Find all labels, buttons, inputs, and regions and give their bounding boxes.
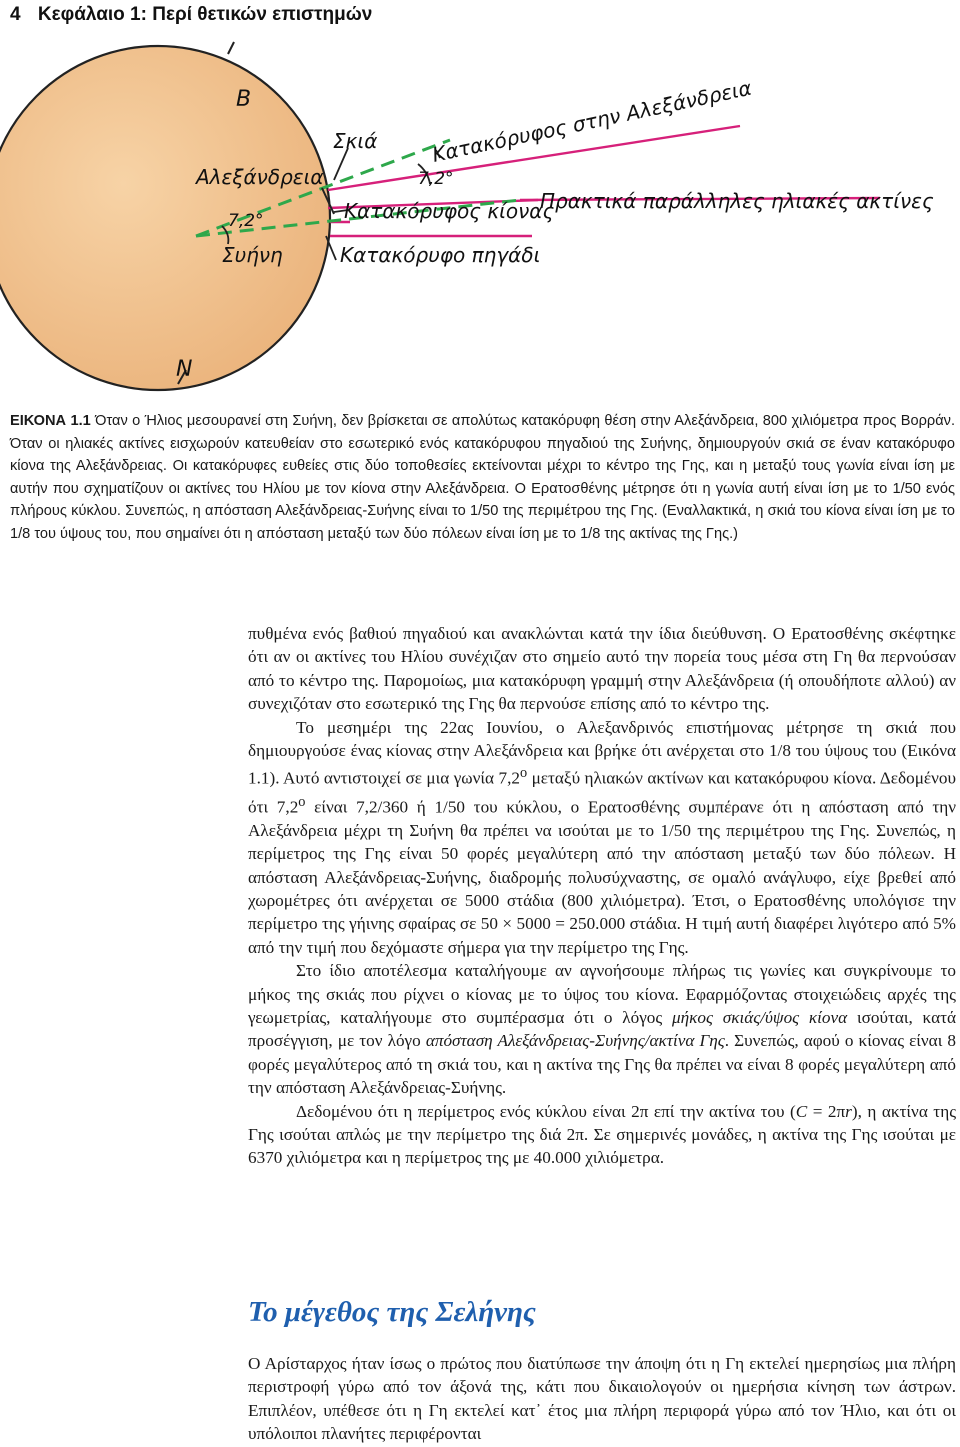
section-title: Το μέγεθος της Σελήνης bbox=[248, 1296, 536, 1328]
label-syene: Συήνη bbox=[222, 243, 283, 267]
figure-eratosthenes bbox=[0, 40, 960, 410]
symbol-r: r bbox=[845, 1101, 852, 1121]
paragraph-2-part-b: μεταξύ ηλιακών ακτίνων και κατακόρυφου κίονα. Δεδομένου ότι 7,2 bbox=[248, 769, 957, 817]
paragraph-2-part-a: Το μεσημέρι της 22ας Ιουνίου, ο Αλεξανδρινός επιστήμονας μέτρησε τη σκιά που δημιουργούσε ένας κίονας στην Αλεξάνδρεια και βρήκε ότι ανέρχεται στο 1/8 του ύψους του (Εικόνα 1.1). Αυτό αντιστοιχεί σε μια γωνία 7,2 bbox=[248, 717, 956, 789]
label-b: Β bbox=[236, 87, 252, 112]
paragraph-4 bbox=[248, 1100, 956, 1170]
label-alexandria: Αλεξάνδρεια bbox=[196, 165, 324, 189]
main-text bbox=[248, 622, 956, 1170]
symbol-c: C bbox=[795, 1101, 808, 1121]
figure-caption bbox=[10, 410, 955, 546]
degree-sup-1: ο bbox=[519, 765, 528, 782]
label-angle-right: 7,2° bbox=[418, 169, 454, 189]
paragraph-2-part-c: είναι 7,2/360 ή 1/50 του κύκλου, ο Ερατοσθένης συμπέρανε ότι η απόσταση από την Αλεξάνδρεια μέχρι τη Συήνη θα πρέπει να ισούται με το 1/50 της περιμέτρου της Γης. Συνεπώς, η περίμετρος της Γης είναι 50 φορές μεγαλύτερη από την απόσταση μεταξύ των δύο πόλεων. Η απόσταση Αλεξάνδρειας-Συήνης, διαδρομής πολυσύχναστης, σε ομαλό ανάγλυφο, είχε βρεθεί από χωρομέτρες ότι ανέρχεται σε 5000 στάδια (800 χιλιόμετρα). Έτσι, ο Ερατοσθένης υπολόγισε την περίμετρο της γήινης σφαίρας σε 50 × 5000 = 250.000 στάδια. Η τιμή αυτή διαφέρει λιγότερο από 5% από την τιμή που δεχόμαστε σήμερα για την περίμετρο της Γης. bbox=[248, 797, 957, 957]
paragraph-4-part-c: ), η ακτίνα της Γης ισούται απλώς με την περίμετρο της διά 2π. Σε σημερινές μονάδες, η ακτίνα της Γης ισούται με 6370 χιλιόμετρα και η περίμετρος της με 40.000 χιλιόμετρα. bbox=[248, 1101, 957, 1168]
label-parallel-rays: Πρακτικά παράλληλες ηλιακές ακτίνες bbox=[540, 189, 934, 213]
chapter-title: Κεφάλαιο 1: Περί θετικών επιστημών bbox=[37, 4, 373, 25]
paragraph-3 bbox=[248, 959, 956, 1099]
caption-text: Όταν ο Ήλιος μεσουρανεί στη Συήνη, δεν βρίσκεται σε απολύτως κατακόρυφη θέση στην Αλεξάνδρεια, 800 χιλιόμετρα προς Βορράν. Όταν οι ηλιακές ακτίνες εισχωρούν κατευθείαν στο εσωτερικό ενός κατακόρυφου πηγαδιού της Συήνης, δημιουργούν σκιά σε έναν κατακόρυφο κίονα της Αλεξάνδρειας. Οι κατακόρυφες ευθείες στις δύο τοποθεσίες εκτείνονται μέχρι το κέντρο της Γης, και η μεταξύ τους γωνία είναι ίση με αυτήν που σχηματίζουν οι ακτίνες του Ηλίου με τον κίονα στην Αλεξάνδρεια. Ο Ερατοσθένης μέτρησε ότι η γωνία αυτή είναι ίση με το 1/50 ενός πλήρους κύκλου. Συνεπώς, η απόσταση Αλεξάνδρειας-Συήνης είναι το 1/50 της περιμέτρου της Γης. (Εναλλακτικά, η σκιά του κίονα είναι ίση με το 1/8 του ύψους του, που σημαίνει ότι η απόσταση μεταξύ των δύο πόλεων είναι ίση με το 1/8 της ακτίνας της Γης.) bbox=[10, 413, 955, 542]
degree-sup-2: ο bbox=[298, 793, 306, 810]
paragraph-3-part-b: ισούται, κατά προσέγγιση, με τον λόγο bbox=[248, 1007, 956, 1051]
label-shadow: Σκιά bbox=[333, 129, 378, 153]
page-header bbox=[10, 4, 372, 26]
north-tick bbox=[228, 42, 234, 54]
ratio-shadow-column: μήκος σκιάς/ύψος κίονα bbox=[671, 1007, 848, 1027]
label-n: Ν bbox=[176, 357, 193, 382]
ratio-distance-radius: απόσταση Αλεξάνδρειας-Συήνης/ακτίνα Γης bbox=[425, 1031, 725, 1051]
label-vertical-column: Κατακόρυφος κίονας bbox=[344, 199, 555, 223]
caption-label: ΕΙΚΟΝΑ 1.1 bbox=[10, 413, 91, 429]
label-angle-left: 7,2° bbox=[228, 211, 264, 231]
paragraph-3-part-a: Στο ίδιο αποτέλεσμα καταλήγουμε αν αγνοήσουμε πλήρως τις γωνίες και συγκρίνουμε το μήκος της σκιάς που ρίχνει ο κίονας με το ύψος του κίονα. Εφαρμόζοντας στοιχειώδεις αρχές της γεωμετρίας, καταλήγουμε στο συμπέρασμα ότι ο λόγος bbox=[248, 961, 956, 1027]
section-paragraph-1: Ο Αρίσταρχος ήταν ίσως ο πρώτος που διατύπωσε την άποψη ότι η Γη εκτελεί ημερησίως μια πλήρη περιστροφή γύρω από τον άξονά της, κάτι που δικαιολογούν οι ημερήσια κίνηση των άστρων. Επιπλέον, υπέθεσε ότι η Γη εκτελεί κατ᾽ έτος μια πλήρη περιφορά γύρω από τον Ήλιο, και ότι οι υπόλοιποι πλανήτες περιφέρονται bbox=[248, 1354, 956, 1444]
label-vertical-well: Κατακόρυφο πηγάδι bbox=[340, 243, 541, 267]
label-vertical-alexandria: Κατακόρυφος στην Αλεξάνδρεια bbox=[430, 75, 754, 167]
paragraph-1: πυθμένα ενός βαθιού πηγαδιού και ανακλώνται κατά την ίδια διεύθυνση. Ο Ερατοσθένης σκέφτηκε ότι αν οι ακτίνες του Ηλίου συνέχιζαν στο σημείο αυτό την πορεία τους μέσα στη Γη θα περνούσαν από το κέντρο της. Παρομοίως, μια κατακόρυφη γραμμή στην Αλεξάνδρεια (ή οπουδήποτε αλλού) αν συνεχιζόταν στο εσωτερικό της Γης θα περνούσε επίσης από το κέντρο της. bbox=[248, 624, 956, 714]
earth-circle bbox=[0, 46, 330, 390]
paragraph-2 bbox=[248, 716, 956, 960]
paragraph-4-part-b: = 2π bbox=[807, 1101, 846, 1121]
paragraph-4-part-a: Δεδομένου ότι η περίμετρος ενός κύκλου είναι 2π επί την ακτίνα του ( bbox=[296, 1101, 796, 1121]
paragraph-3-part-c: . Συνεπώς, αφού ο κίονας είναι 8 φορές μεγαλύτερος από τη σκιά του, και η ακτίνα της Γης θα πρέπει να είναι 8 φορές μεγαλύτερη από την απόσταση Αλεξάνδρειας-Συήνης. bbox=[248, 1031, 956, 1098]
page-number: 4 bbox=[10, 4, 21, 25]
